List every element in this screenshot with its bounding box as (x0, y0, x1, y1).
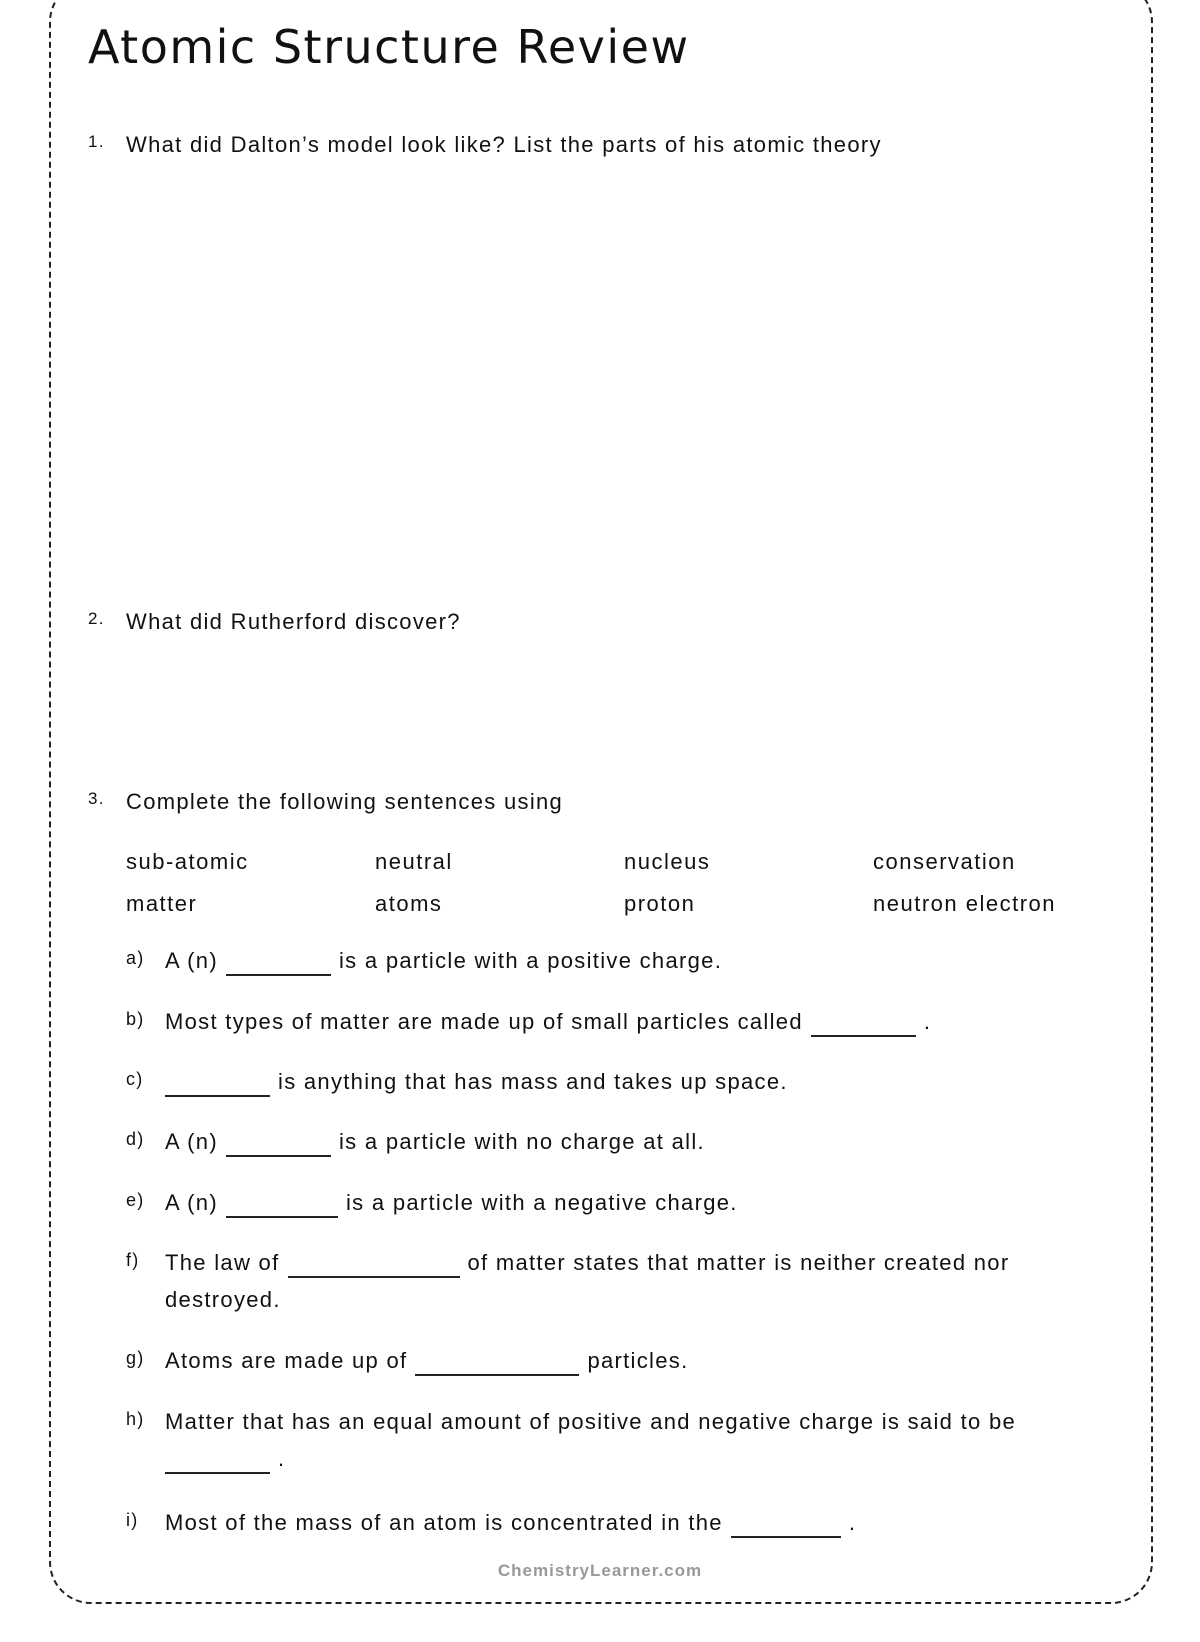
word-bank-item: conservation (873, 849, 1016, 874)
answer-blank[interactable] (165, 1452, 270, 1474)
sentence-letter: d) (126, 1129, 145, 1149)
sentence-text: is a particle with a negative charge. (345, 1190, 738, 1215)
answer-blank[interactable] (811, 1015, 916, 1037)
sentence-text: Most of the mass of an atom is concentrated in the (165, 1510, 723, 1535)
sentence-letter: a) (126, 948, 145, 968)
sentence-text: A (n) (165, 948, 218, 973)
answer-blank[interactable] (226, 1135, 331, 1157)
answer-blank[interactable] (226, 954, 331, 976)
sentence-text: of matter states that matter is neither created nor (467, 1250, 1010, 1275)
sentence-letter: b) (126, 1009, 145, 1029)
word-bank-item: sub-atomic (126, 849, 249, 874)
question-text: What did Dalton’s model look like? List the parts of his atomic theory (126, 132, 882, 157)
page-title: Atomic Structure Review (88, 20, 690, 74)
question-number: 2. (88, 609, 105, 628)
sentence-text: . (278, 1446, 286, 1471)
sentence-text: The law of (165, 1250, 280, 1275)
sentence-text: . (923, 1009, 932, 1034)
sentence-text: is anything that has mass and takes up space. (278, 1069, 788, 1094)
sentence-text: A (n) (165, 1190, 218, 1215)
word-bank-item: proton (624, 891, 696, 916)
question-text: Complete the following sentences using (126, 789, 564, 814)
word-bank-item: nucleus (624, 849, 711, 874)
sentence-text: particles. (587, 1348, 689, 1373)
word-bank-item: atoms (375, 891, 443, 916)
sentence-letter: f) (126, 1250, 140, 1270)
footer-watermark: ChemistryLearner.com (497, 1561, 703, 1580)
sentence-letter: e) (126, 1190, 145, 1210)
answer-blank[interactable] (288, 1256, 460, 1278)
answer-blank[interactable] (165, 1075, 270, 1097)
question-text: What did Rutherford discover? (126, 609, 461, 634)
word-bank-item: neutron electron (873, 891, 1056, 916)
sentence-text: destroyed. (165, 1287, 281, 1312)
sentence-text: A (n) (165, 1129, 218, 1154)
word-bank-item: neutral (375, 849, 453, 874)
sentence-text: is a particle with a positive charge. (338, 948, 723, 973)
sentence-text: is a particle with no charge at all. (338, 1129, 705, 1154)
answer-blank[interactable] (415, 1354, 579, 1376)
sentence-letter: c) (126, 1069, 144, 1089)
question-number: 1. (88, 132, 105, 151)
sentence-text: Most types of matter are made up of small particles called (165, 1009, 803, 1034)
answer-blank[interactable] (226, 1196, 338, 1218)
sentence-letter: i) (126, 1510, 139, 1530)
sentence-text: Matter that has an equal amount of positive and negative charge is said to be (165, 1409, 1017, 1434)
question-number: 3. (88, 789, 105, 808)
sentence-text: Atoms are made up of (165, 1348, 408, 1373)
sentence-letter: h) (126, 1409, 145, 1429)
sentence-text: . (848, 1510, 857, 1535)
word-bank-item: matter (126, 891, 198, 916)
answer-blank[interactable] (731, 1516, 841, 1538)
sentence-letter: g) (126, 1348, 145, 1368)
